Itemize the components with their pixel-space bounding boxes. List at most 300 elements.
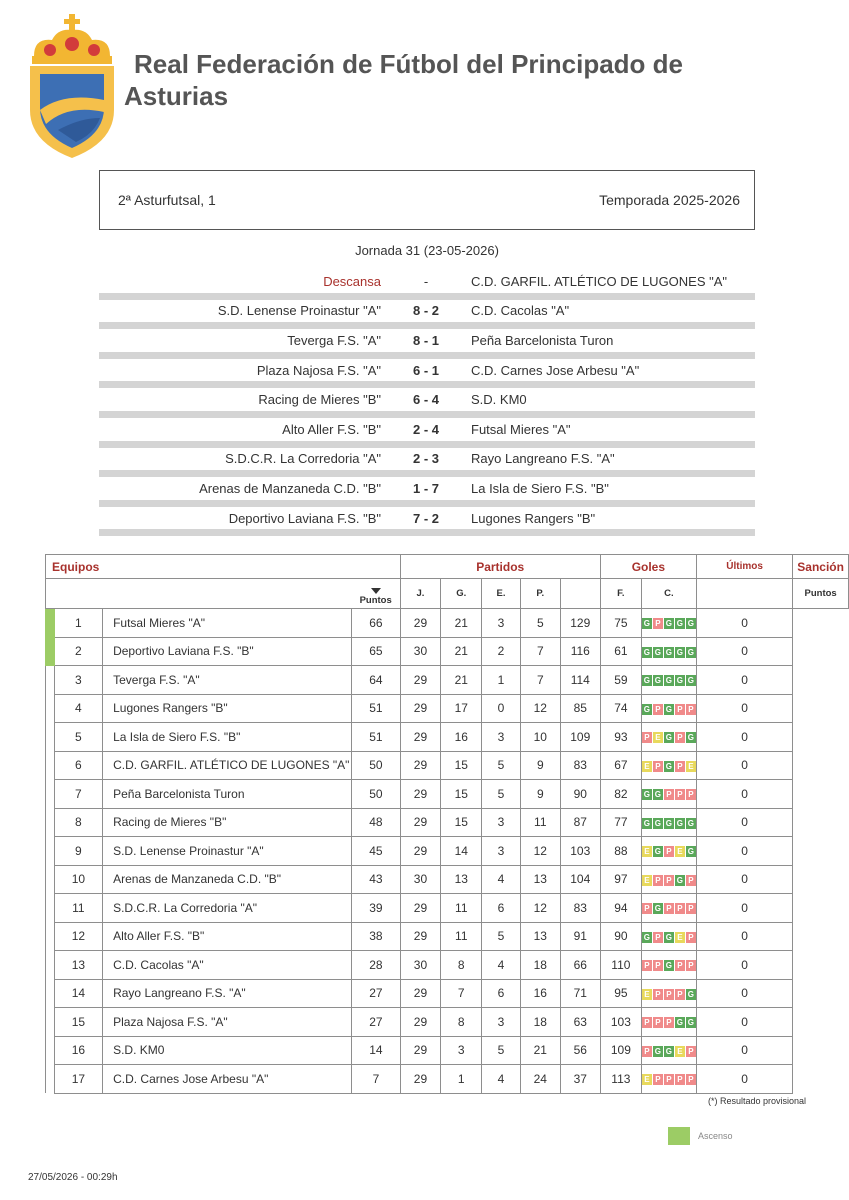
points-cell: 27 [352,1008,400,1037]
position-cell: 2 [54,637,102,666]
result-badge: P [686,1074,696,1085]
last-results-cell [641,979,696,1008]
table-row [46,609,849,638]
lost-cell: 5 [520,609,560,638]
last-results-cell [641,609,696,638]
drawn-cell: 3 [482,837,521,866]
sanction-cell: 0 [696,1008,792,1037]
table-row [46,808,849,837]
table-row [46,979,849,1008]
result-badge: G [687,847,695,857]
drawn-cell: 5 [482,780,521,809]
ascenso-marker [46,1008,55,1037]
match-away: Peña Barcelonista Turon [471,332,614,348]
ascenso-swatch [668,1127,690,1145]
match-score: 6 - 4 [412,392,439,408]
match-home: S.D.C.R. La Corredoria "A" [225,451,381,467]
sanction-cell: 0 [696,1036,792,1065]
sanction-cell: 0 [696,837,792,866]
sort-points-header[interactable] [352,579,400,609]
drawn-cell: 6 [482,894,521,923]
team-name-cell: Alto Aller F.S. "B" [103,922,352,951]
won-cell: 11 [441,894,482,923]
won-cell: 8 [441,1008,482,1037]
won-cell: 3 [441,1036,482,1065]
goals-against-cell: 88 [600,837,641,866]
result-badge: E [642,846,652,857]
table-row [46,922,849,951]
played-cell: 29 [400,979,441,1008]
points-cell: 51 [352,694,400,723]
result-badge: P [675,960,685,971]
last-results [642,932,696,943]
played-cell: 29 [400,808,441,837]
col-j: J. [400,579,441,609]
goals-for-cell: 103 [560,837,600,866]
ascenso-marker [46,723,55,752]
goals-for-cell: 114 [560,666,600,695]
points-cell: 51 [352,723,400,752]
result-badge: G [665,761,673,771]
points-cell: 50 [352,751,400,780]
col-g: G. [441,579,482,609]
position-cell: 4 [54,694,102,723]
lost-cell: 13 [520,865,560,894]
lost-cell: 16 [520,979,560,1008]
last-results-cell [641,780,696,809]
last-results [642,875,696,886]
result-badge: P [653,1017,663,1028]
lost-cell: 18 [520,951,560,980]
sanction-cell: 0 [696,609,792,638]
table-row [46,865,849,894]
last-results [642,1017,696,1028]
goals-against-cell: 61 [600,637,641,666]
team-name-cell: Futsal Mieres "A" [103,609,352,638]
col-sanction-points: Puntos [793,579,849,609]
last-results-cell [641,922,696,951]
points-cell: 64 [352,666,400,695]
table-row [46,666,849,695]
result-badge: G [654,790,662,800]
ascenso-marker [46,780,55,809]
points-cell: 7 [352,1065,400,1094]
result-badge: P [686,875,696,886]
goals-for-cell: 83 [560,894,600,923]
won-cell: 13 [441,865,482,894]
last-results [642,675,696,686]
lost-cell: 24 [520,1065,560,1094]
result-badge: G [676,619,684,629]
goals-for-cell: 83 [560,751,600,780]
organization-title [124,48,764,112]
result-badge: P [675,732,685,743]
drawn-cell: 5 [482,1036,521,1065]
ascenso-marker [46,751,55,780]
points-cell: 66 [352,609,400,638]
result-badge: G [665,1046,673,1056]
position-cell: 16 [54,1036,102,1065]
match-home: Teverga F.S. "A" [287,332,381,348]
last-results [642,732,696,743]
team-name-cell: S.D. Lenense Proinastur "A" [103,837,352,866]
group-header-last: Últimos [696,555,792,579]
sanction-cell: 0 [696,751,792,780]
last-results [642,761,696,772]
result-badge: P [675,789,685,800]
sanction-cell: 0 [696,1065,792,1094]
result-badge: G [687,647,695,657]
organization-title-line1: Real Federación de Fútbol del Principado de [134,49,683,79]
match-home: Alto Aller F.S. "B" [282,421,381,437]
result-badge: G [687,989,695,999]
col-e: E. [482,579,521,609]
result-badge: P [686,903,696,914]
points-cell: 50 [352,780,400,809]
match-home: Arenas de Manzaneda C.D. "B" [199,480,381,496]
goals-for-cell: 116 [560,637,600,666]
rest-row [99,270,755,300]
sanction-cell: 0 [696,808,792,837]
drawn-cell: 3 [482,723,521,752]
points-cell: 14 [352,1036,400,1065]
lost-cell: 12 [520,837,560,866]
team-name-cell: C.D. Cacolas "A" [103,951,352,980]
result-badge: P [664,1017,674,1028]
table-row [46,694,849,723]
played-cell: 29 [400,837,441,866]
goals-against-cell: 75 [600,609,641,638]
match-home: Plaza Najosa F.S. "A" [256,362,381,378]
position-cell: 3 [54,666,102,695]
position-cell: 5 [54,723,102,752]
goals-for-cell: 63 [560,1008,600,1037]
goals-for-cell: 109 [560,723,600,752]
result-badge: P [653,875,663,886]
won-cell: 15 [441,780,482,809]
last-results-cell [641,865,696,894]
group-header-matches: Partidos [400,555,600,579]
result-badge: P [664,903,674,914]
team-name-cell: La Isla de Siero F.S. "B" [103,723,352,752]
match-row [99,448,755,478]
team-name-cell: C.D. GARFIL. ATLÉTICO DE LUGONES "A" [103,751,352,780]
result-badge: G [654,647,662,657]
won-cell: 8 [441,951,482,980]
result-badge: P [653,761,663,772]
ascenso-marker [46,609,55,638]
played-cell: 29 [400,894,441,923]
rest-dash: - [423,273,429,289]
goals-for-cell: 37 [560,1065,600,1094]
sanction-cell: 0 [696,894,792,923]
result-badge: G [643,790,651,800]
played-cell: 29 [400,666,441,695]
lost-cell: 7 [520,637,560,666]
sanction-cell: 0 [696,865,792,894]
team-name-cell: Peña Barcelonista Turon [103,780,352,809]
last-results [642,846,696,857]
last-results-cell [641,694,696,723]
last-results [642,647,696,658]
rest-team: C.D. GARFIL. ATLÉTICO DE LUGONES "A" [471,273,728,289]
last-results-cell [641,637,696,666]
last-results-cell [641,894,696,923]
sanction-cell: 0 [696,951,792,980]
result-badge: G [687,818,695,828]
result-badge: G [643,676,651,686]
drawn-cell: 6 [482,979,521,1008]
drawn-cell: 5 [482,922,521,951]
goals-for-cell: 90 [560,780,600,809]
won-cell: 21 [441,609,482,638]
result-badge: P [686,1046,696,1057]
table-row [46,894,849,923]
played-cell: 29 [400,922,441,951]
result-badge: P [664,1074,674,1085]
last-results [642,960,696,971]
goals-against-cell: 82 [600,780,641,809]
result-badge: G [676,818,684,828]
sanction-cell: 0 [696,723,792,752]
result-badge: G [676,1018,684,1028]
result-badge: G [687,676,695,686]
print-date: 27/05/2026 - 00:29h [28,1172,118,1183]
last-results-cell [641,751,696,780]
played-cell: 29 [400,780,441,809]
team-name-cell: C.D. Carnes Jose Arbesu "A" [103,1065,352,1094]
points-cell: 45 [352,837,400,866]
match-score: 2 - 3 [412,451,439,467]
result-badge: E [653,732,663,743]
position-cell: 6 [54,751,102,780]
match-row [99,329,755,359]
ascenso-marker [46,1065,55,1094]
last-results [642,618,696,629]
col-c: C. [641,579,696,609]
result-badge: P [642,903,652,914]
result-badge: P [675,761,685,772]
result-badge: P [664,989,674,1000]
match-row [99,388,755,418]
goals-for-cell: 71 [560,979,600,1008]
result-badge: E [642,761,652,772]
match-away: C.D. Cacolas "A" [471,303,570,319]
last-results-cell [641,723,696,752]
won-cell: 17 [441,694,482,723]
match-score: 8 - 2 [412,303,439,319]
rest-label: Descansa [323,273,381,289]
goals-against-cell: 103 [600,1008,641,1037]
won-cell: 11 [441,922,482,951]
points-cell: 43 [352,865,400,894]
match-away: Rayo Langreano F.S. "A" [471,451,615,467]
played-cell: 29 [400,694,441,723]
position-cell: 1 [54,609,102,638]
match-score: 7 - 2 [412,510,439,526]
last-results [642,903,696,914]
goals-for-cell: 85 [560,694,600,723]
match-row [99,418,755,448]
goals-for-cell: 91 [560,922,600,951]
result-badge: G [687,1018,695,1028]
result-badge: G [676,875,684,885]
played-cell: 29 [400,609,441,638]
played-cell: 29 [400,751,441,780]
goals-for-cell: 104 [560,865,600,894]
sanction-cell: 0 [696,979,792,1008]
match-home: Racing de Mieres "B" [258,392,381,408]
provisional-note: (*) Resultado provisional [707,1096,806,1106]
team-name-cell: Arenas de Manzaneda C.D. "B" [103,865,352,894]
table-row [46,1008,849,1037]
match-away: S.D. KM0 [471,392,527,408]
goals-against-cell: 113 [600,1065,641,1094]
goals-against-cell: 95 [600,979,641,1008]
position-cell: 14 [54,979,102,1008]
match-row [99,477,755,507]
last-results-cell [641,666,696,695]
result-badge: G [643,932,651,942]
col-p: P. [520,579,560,609]
won-cell: 15 [441,751,482,780]
result-badge: E [675,1046,685,1057]
match-home: Deportivo Laviana F.S. "B" [228,510,381,526]
result-badge: P [653,1074,663,1085]
federation-crest-logo [24,14,120,160]
result-badge: G [654,818,662,828]
goals-against-cell: 77 [600,808,641,837]
ascenso-marker [46,666,55,695]
legend [668,1127,733,1145]
drawn-cell: 1 [482,666,521,695]
table-row [46,723,849,752]
lost-cell: 12 [520,694,560,723]
last-results [642,989,696,1000]
jornada-label: Jornada 31 (23-05-2026) [355,243,499,258]
ascenso-marker [46,837,55,866]
result-badge: E [642,875,652,886]
result-badge: P [664,875,674,886]
played-cell: 29 [400,1065,441,1094]
table-row [46,1065,849,1094]
result-badge: P [675,989,685,1000]
goals-for-cell: 129 [560,609,600,638]
sanction-cell: 0 [696,637,792,666]
sort-arrow-icon [371,588,381,594]
drawn-cell: 3 [482,609,521,638]
result-badge: G [676,676,684,686]
result-badge: P [642,1017,652,1028]
match-away: C.D. Carnes Jose Arbesu "A" [471,362,640,378]
points-col-label: Puntos [359,595,392,606]
ascenso-marker [46,694,55,723]
goals-for-cell: 87 [560,808,600,837]
result-badge: P [642,732,652,743]
last-results-cell [641,837,696,866]
match-score: 1 - 7 [412,480,439,496]
position-cell: 9 [54,837,102,866]
table-row [46,951,849,980]
played-cell: 30 [400,637,441,666]
goals-for-cell: 66 [560,951,600,980]
result-badge: G [665,961,673,971]
match-away: La Isla de Siero F.S. "B" [471,480,609,496]
result-badge: P [686,960,696,971]
result-badge: G [687,619,695,629]
match-away: Futsal Mieres "A" [471,421,571,437]
ascenso-marker [46,865,55,894]
won-cell: 7 [441,979,482,1008]
goals-against-cell: 90 [600,922,641,951]
position-cell: 13 [54,951,102,980]
last-results-cell [641,1036,696,1065]
last-results-cell [641,808,696,837]
goals-against-cell: 74 [600,694,641,723]
ascenso-marker [46,979,55,1008]
lost-cell: 18 [520,1008,560,1037]
result-badge: P [653,932,663,943]
result-badge: P [675,1074,685,1085]
result-badge: P [675,704,685,715]
points-cell: 38 [352,922,400,951]
goals-against-cell: 59 [600,666,641,695]
ascenso-marker [46,951,55,980]
drawn-cell: 3 [482,808,521,837]
match-row [99,359,755,389]
goals-against-cell: 110 [600,951,641,980]
match-score: 2 - 4 [412,421,439,437]
last-results-cell [641,1065,696,1094]
points-cell: 65 [352,637,400,666]
last-results [642,818,696,829]
result-badge: P [642,1046,652,1057]
ascenso-marker [46,637,55,666]
competition-name: 2ª Asturfutsal, 1 [118,192,216,208]
drawn-cell: 0 [482,694,521,723]
lost-cell: 7 [520,666,560,695]
season-label: Temporada 2025-2026 [599,192,740,208]
team-name-cell: Deportivo Laviana F.S. "B" [103,637,352,666]
drawn-cell: 4 [482,865,521,894]
lost-cell: 10 [520,723,560,752]
result-badge: G [665,647,673,657]
lost-cell: 11 [520,808,560,837]
won-cell: 1 [441,1065,482,1094]
sanction-cell: 0 [696,922,792,951]
result-badge: E [642,1074,652,1085]
result-badge: P [686,704,696,715]
result-badge: G [643,818,651,828]
result-badge: P [653,960,663,971]
organization-title-line2: Asturias [124,81,229,111]
table-row [46,1036,849,1065]
result-badge: E [642,989,652,1000]
result-badge: P [664,789,674,800]
result-badge: P [686,932,696,943]
match-home: S.D. Lenense Proinastur "A" [217,303,381,319]
played-cell: 29 [400,1008,441,1037]
team-name-cell: Teverga F.S. "A" [103,666,352,695]
goals-against-cell: 97 [600,865,641,894]
result-badge: P [664,846,674,857]
ascenso-marker [46,808,55,837]
points-cell: 28 [352,951,400,980]
last-results-cell [641,951,696,980]
played-cell: 29 [400,1036,441,1065]
goals-against-cell: 93 [600,723,641,752]
played-cell: 30 [400,865,441,894]
